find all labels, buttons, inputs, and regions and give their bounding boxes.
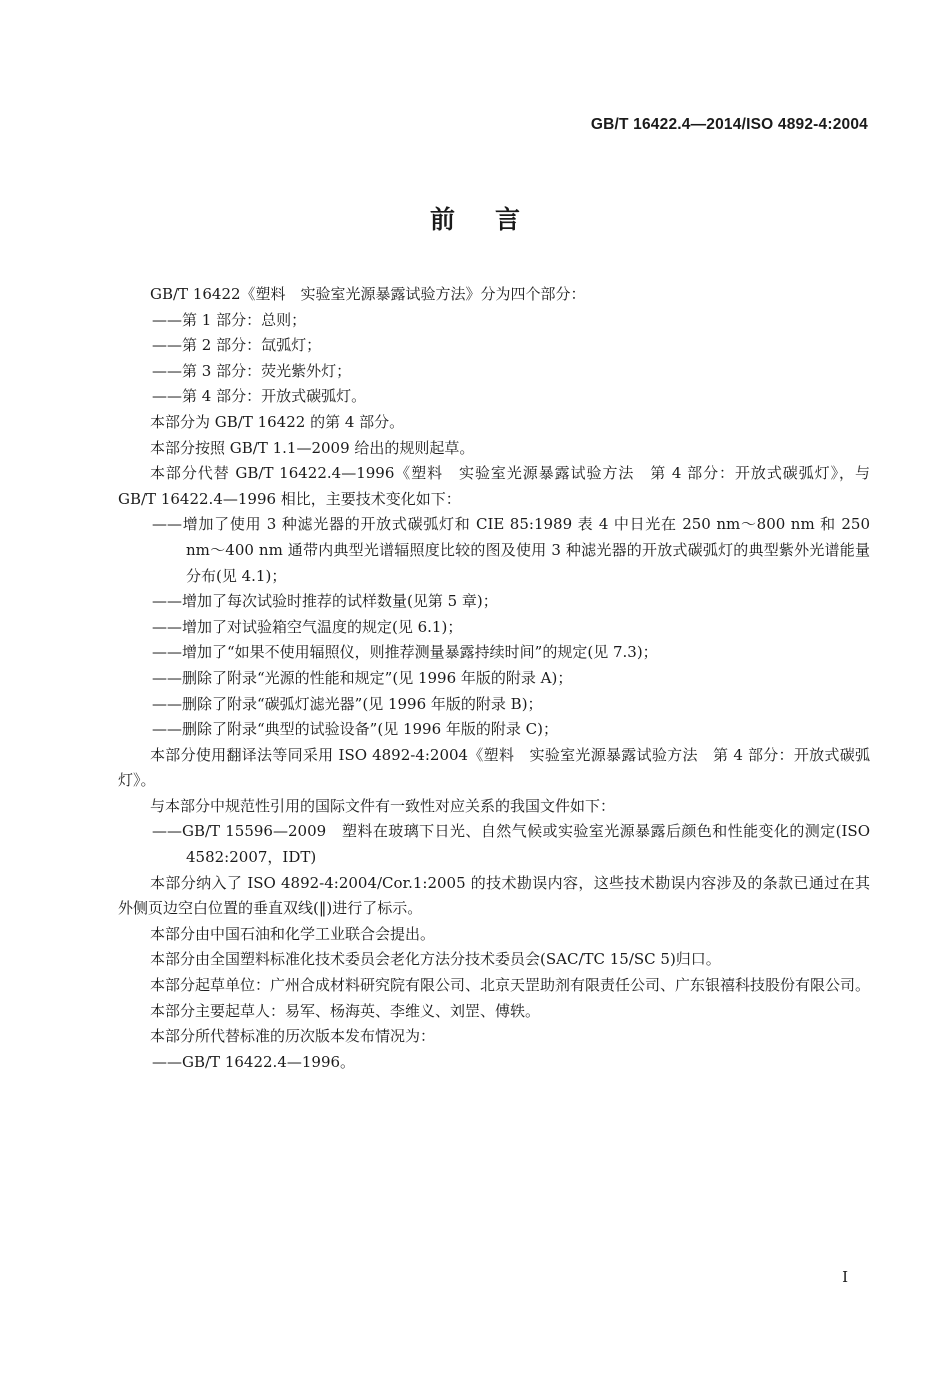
paragraph: 本部分代替 GB/T 16422.4—1996《塑料 实验室光源暴露试验方法 第 4 部分：开放式碳弧灯》，与 GB/T 16422.4—1996 相比，主要技术变化如下： (118, 464, 870, 508)
list-item: ——增加了每次试验时推荐的试样数量(见第 5 章)； (152, 592, 498, 611)
page-number: I (842, 1268, 848, 1286)
standard-code: GB/T 16422.4—2014/ISO 4892-4:2004 (590, 116, 868, 133)
paragraph: 本部分由中国石油和化学工业联合会提出。 (150, 924, 436, 943)
list-item: ——GB/T 15596—2009 塑料在玻璃下日光、自然气候或实验室光源暴露后颜色和性能变化的测定(ISO 4582:2007，IDT) (152, 822, 870, 867)
foreword-body (118, 282, 870, 1075)
paragraph: 本部分由全国塑料标准化技术委员会老化方法分技术委员会(SAC/TC 15/SC 5)归口。 (150, 950, 721, 969)
paragraph: 本部分起草单位：广州合成材料研究院有限公司、北京天罡助剂有限责任公司、广东银禧科技股份有限公司。 (150, 976, 871, 995)
list-item: ——第 1 部分：总则； (152, 310, 307, 329)
list-item: ——第 2 部分：氙弧灯； (152, 336, 322, 355)
paragraph: 本部分纳入了 ISO 4892-4:2004/Cor.1:2005 的技术勘误内容，这些技术勘误内容涉及的条款已通过在其外侧页边空白位置的垂直双线(‖)进行了标示。 (118, 873, 870, 918)
list-item: ——第 3 部分：荧光紫外灯； (152, 361, 352, 380)
list-item: ——删除了附录“光源的性能和规定”(见 1996 年版的附录 A)； (152, 668, 573, 687)
page-title: 前言 (429, 205, 560, 234)
list-item: ——删除了附录“碳弧灯滤光器”(见 1996 年版的附录 B)； (152, 694, 543, 713)
paragraph: GB/T 16422《塑料 实验室光源暴露试验方法》分为四个部分： (150, 285, 586, 303)
paragraph: 本部分为 GB/T 16422 的第 4 部分。 (150, 412, 405, 431)
list-item: ——增加了对试验箱空气温度的规定(见 6.1)； (152, 617, 463, 636)
paragraph: 本部分主要起草人：易军、杨海英、李维义、刘罡、傅轶。 (150, 1001, 541, 1020)
paragraph: 与本部分中规范性引用的国际文件有一致性对应关系的我国文件如下： (150, 796, 616, 815)
list-item: ——第 4 部分：开放式碳弧灯。 (152, 387, 367, 406)
paragraph: 本部分按照 GB/T 1.1—2009 给出的规则起草。 (150, 438, 475, 457)
list-item: ——增加了使用 3 种滤光器的开放式碳弧灯和 CIE 85:1989 表 4 中日光在 250 nm～800 nm 和 250 nm～400 nm 通带内典型光谱辐照度比较的图及使用 3 种滤光器的开放式碳弧灯的典型紫外光谱能量分布(见 4.1)； (152, 515, 870, 585)
list-item: ——增加了“如果不使用辐照仪，则推荐测量暴露持续时间”的规定(见 7.3)； (152, 643, 658, 662)
list-item: ——删除了附录“典型的试验设备”(见 1996 年版的附录 C)； (152, 720, 558, 739)
paragraph: 本部分所代替标准的历次版本发布情况为： (150, 1027, 436, 1046)
paragraph: 本部分使用翻译法等同采用 ISO 4892-4:2004《塑料 实验室光源暴露试验方法 第 4 部分：开放式碳弧灯》。 (118, 745, 870, 790)
list-item: ——GB/T 16422.4—1996。 (152, 1052, 356, 1071)
